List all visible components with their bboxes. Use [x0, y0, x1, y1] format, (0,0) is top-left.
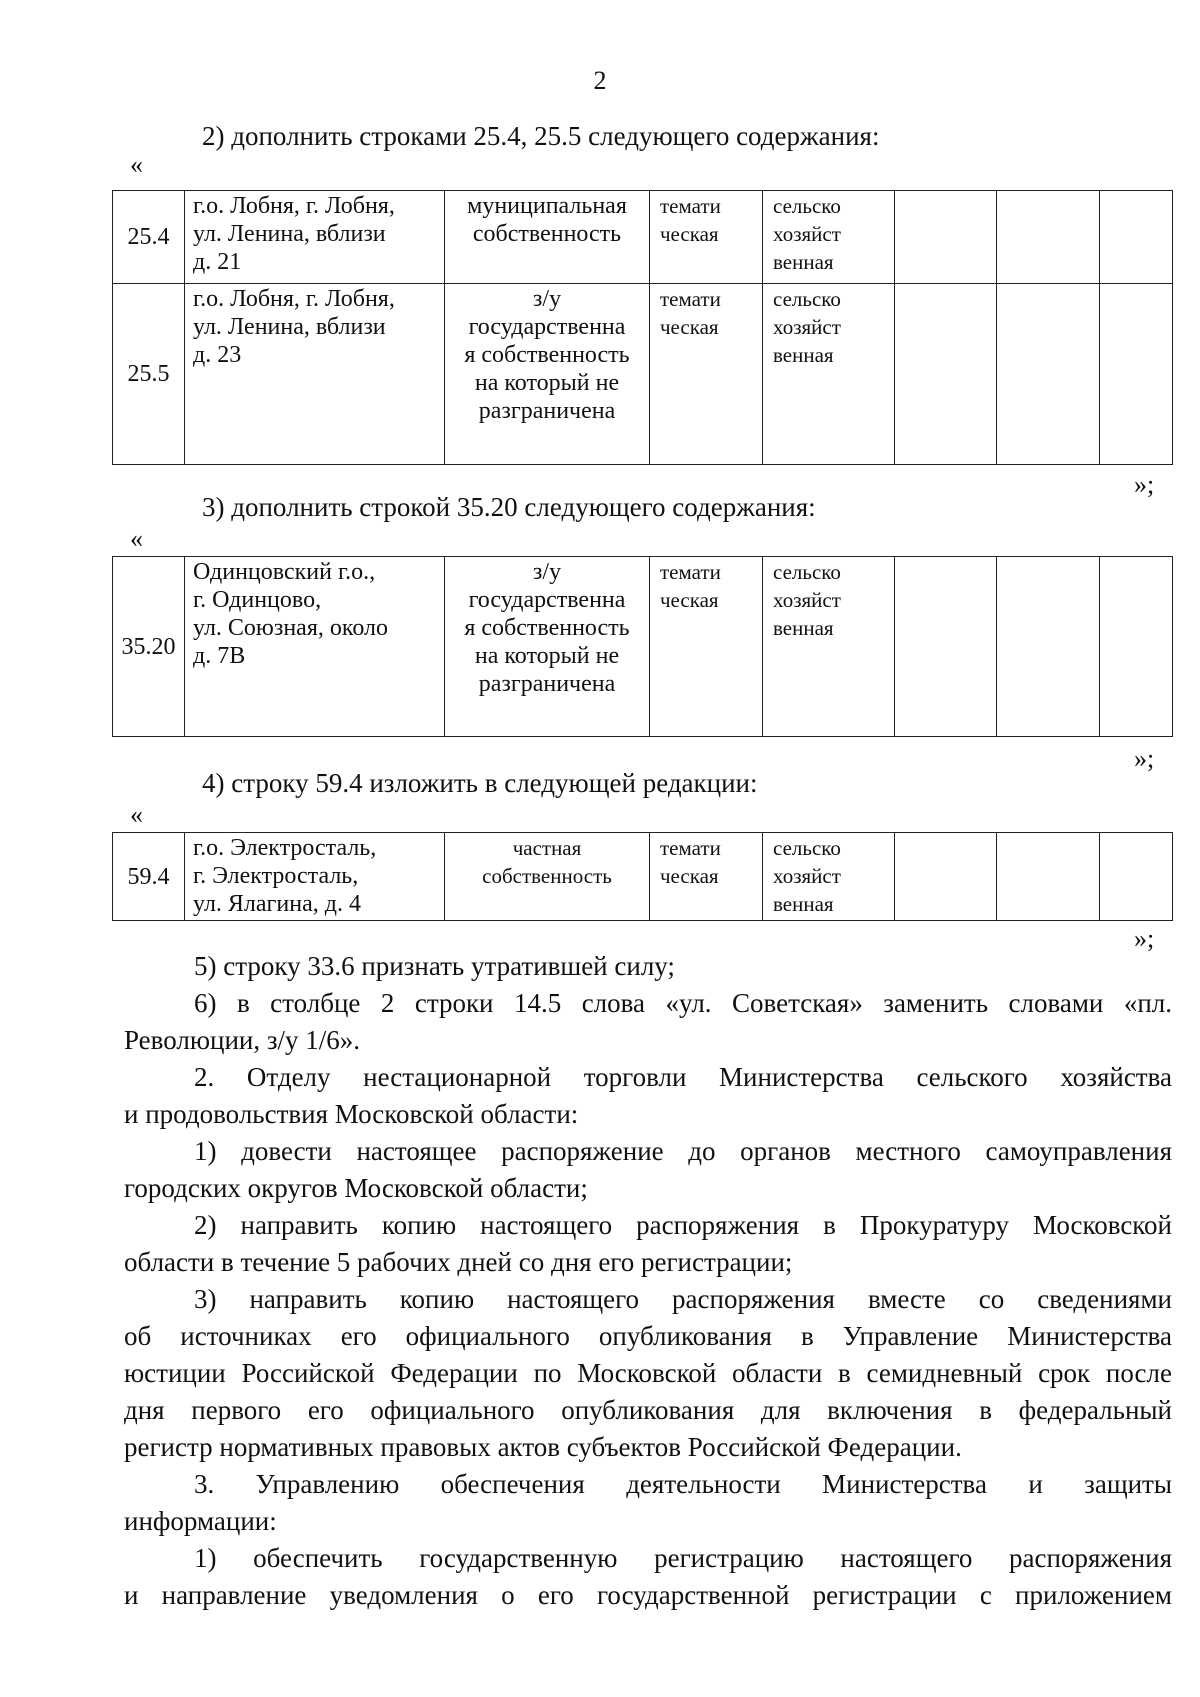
ownership-cell: з/у государственна я собственность на который не разграничена — [445, 284, 650, 465]
type-cell: темати ческая — [650, 557, 763, 737]
item-5: 5) строку 33.6 признать утратившей силу; — [194, 951, 675, 981]
text-line: городских округов Московской области; — [124, 1173, 588, 1203]
row-number: 25.5 — [113, 284, 185, 465]
quote-close: »; — [1134, 470, 1155, 499]
section-4-heading: 4) строку 59.4 изложить в следующей редакции: — [202, 768, 758, 798]
text-line: информации: — [124, 1506, 277, 1536]
section-3-heading: 3) дополнить строкой 35.20 следующего содержания: — [202, 492, 816, 522]
text-line: области в течение 5 рабочих дней со дня его регистрации; — [124, 1247, 793, 1277]
empty-cell — [997, 284, 1100, 465]
empty-cell — [1100, 191, 1173, 284]
text-line: 3. Управлению обеспечения деятельности Министерства и защиты — [194, 1469, 1172, 1499]
table-section-2 — [112, 190, 1173, 465]
specialization-cell: сельско хозяйст венная — [763, 557, 895, 737]
quote-open: « — [130, 524, 143, 553]
page-number: 2 — [593, 66, 607, 95]
text-line: об источниках его официального опубликования в Управление Министерства — [124, 1321, 1172, 1351]
ownership-cell: з/у государственна я собственность на который не разграничена — [445, 557, 650, 737]
row-number: 35.20 — [113, 557, 185, 737]
text-line: 2) направить копию настоящего распоряжения в Прокуратуру Московской — [194, 1210, 1172, 1240]
quote-close: »; — [1134, 744, 1155, 773]
type-cell: темати ческая — [650, 833, 763, 921]
section-2-heading: 2) дополнить строками 25.4, 25.5 следующего содержания: — [202, 121, 880, 151]
text-line: дня первого его официального опубликования для включения в федеральный — [124, 1395, 1172, 1425]
text-line: 2. Отделу нестационарной торговли Министерства сельского хозяйства — [194, 1062, 1172, 1092]
empty-cell — [997, 833, 1100, 921]
table-section-4 — [112, 832, 1173, 921]
row-number: 25.4 — [113, 191, 185, 284]
empty-cell — [895, 284, 997, 465]
quote-open: « — [130, 150, 143, 179]
table-section-3 — [112, 556, 1173, 737]
text-line: регистр нормативных правовых актов субъектов Российской Федерации. — [124, 1432, 962, 1462]
quote-open: « — [130, 800, 143, 829]
ownership-cell: частная собственность — [445, 833, 650, 921]
table-row — [113, 191, 1173, 284]
type-cell: темати ческая — [650, 191, 763, 284]
specialization-cell: сельско хозяйст венная — [763, 833, 895, 921]
empty-cell — [895, 833, 997, 921]
row-number: 59.4 — [113, 833, 185, 921]
text-line: Революции, з/у 1/6». — [124, 1025, 361, 1055]
text-line: 1) довести настоящее распоряжение до органов местного самоуправления — [194, 1136, 1172, 1166]
empty-cell — [1100, 557, 1173, 737]
text-line: 1) обеспечить государственную регистрацию настоящего распоряжения — [194, 1543, 1172, 1573]
text-line: и продовольствия Московской области: — [124, 1099, 579, 1129]
text-line: 3) направить копию настоящего распоряжения вместе со сведениями — [194, 1284, 1172, 1314]
empty-cell — [997, 557, 1100, 737]
address-cell: Одинцовский г.о., г. Одинцово, ул. Союзная, около д. 7В — [185, 557, 445, 737]
specialization-cell: сельско хозяйст венная — [763, 191, 895, 284]
text-line: и направление уведомления о его государственной регистрации с приложением — [124, 1580, 1172, 1610]
text-line: юстиции Российской Федерации по Московской области в семидневный срок после — [124, 1358, 1172, 1388]
address-cell: г.о. Лобня, г. Лобня, ул. Ленина, вблизи д. 23 — [185, 284, 445, 465]
quote-close: »; — [1134, 924, 1155, 953]
address-cell: г.о. Электросталь, г. Электросталь, ул. Ялагина, д. 4 — [185, 833, 445, 921]
table-row — [113, 284, 1173, 465]
empty-cell — [997, 191, 1100, 284]
table-row — [113, 833, 1173, 921]
type-cell: темати ческая — [650, 284, 763, 465]
empty-cell — [1100, 284, 1173, 465]
empty-cell — [895, 191, 997, 284]
specialization-cell: сельско хозяйст венная — [763, 284, 895, 465]
ownership-cell: муниципальная собственность — [445, 191, 650, 284]
empty-cell — [1100, 833, 1173, 921]
table-row — [113, 557, 1173, 737]
text-line: 6) в столбце 2 строки 14.5 слова «ул. Советская» заменить словами «пл. — [194, 988, 1172, 1018]
empty-cell — [895, 557, 997, 737]
address-cell: г.о. Лобня, г. Лобня, ул. Ленина, вблизи д. 21 — [185, 191, 445, 284]
